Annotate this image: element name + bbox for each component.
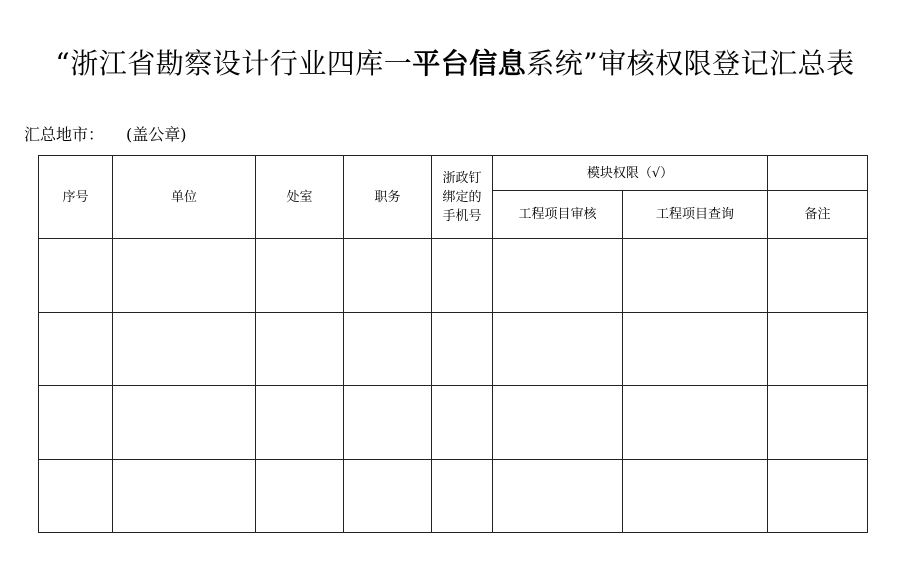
table-cell[interactable]	[768, 386, 868, 460]
registration-table	[38, 155, 868, 533]
table-row	[39, 460, 868, 533]
table-cell[interactable]	[432, 460, 493, 533]
header-position: 职务	[344, 156, 432, 239]
table-cell[interactable]	[39, 386, 113, 460]
header-phone-line-2: 绑定的	[442, 189, 482, 205]
table-cell[interactable]	[39, 460, 113, 533]
header-project-query: 工程项目查询	[623, 191, 768, 239]
region-label: 汇总地市：	[24, 125, 105, 144]
region-line	[24, 124, 187, 146]
table-cell[interactable]	[344, 313, 432, 386]
table-cell[interactable]	[113, 239, 256, 313]
table-cell[interactable]	[256, 239, 344, 313]
table-cell[interactable]	[768, 460, 868, 533]
header-unit: 单位	[113, 156, 256, 239]
table-cell[interactable]	[493, 460, 623, 533]
table-cell[interactable]	[113, 313, 256, 386]
table-cell[interactable]	[113, 386, 256, 460]
table-cell[interactable]	[493, 313, 623, 386]
table-row	[39, 239, 868, 313]
table-cell[interactable]	[432, 313, 493, 386]
title-part-2-bold: 平台信息	[412, 47, 527, 80]
table-row	[39, 386, 868, 460]
page-title	[0, 44, 910, 84]
table-row	[39, 313, 868, 386]
table-cell[interactable]	[432, 239, 493, 313]
table-cell[interactable]	[623, 386, 768, 460]
table-cell[interactable]	[432, 386, 493, 460]
header-serial: 序号	[39, 156, 113, 239]
seal-note: (盖公章)	[126, 125, 187, 144]
table-cell[interactable]	[623, 460, 768, 533]
table-cell[interactable]	[39, 239, 113, 313]
table-cell[interactable]	[113, 460, 256, 533]
table-cell[interactable]	[768, 313, 868, 386]
table-cell[interactable]	[256, 313, 344, 386]
header-permissions-group: 模块权限（√）	[493, 156, 768, 191]
table-cell[interactable]	[344, 460, 432, 533]
header-phone-line-3: 手机号	[442, 208, 482, 224]
table-cell[interactable]	[493, 239, 623, 313]
header-phone-line-1: 浙政钉	[442, 170, 482, 186]
header-remarks: 备注	[768, 191, 868, 239]
table-cell[interactable]	[256, 386, 344, 460]
table-cell[interactable]	[623, 239, 768, 313]
table-cell[interactable]	[344, 239, 432, 313]
header-project-review: 工程项目审核	[493, 191, 623, 239]
table-cell[interactable]	[39, 313, 113, 386]
table-cell[interactable]	[493, 386, 623, 460]
table-cell[interactable]	[344, 386, 432, 460]
header-row-1	[39, 156, 868, 191]
table-cell[interactable]	[768, 239, 868, 313]
header-phone	[432, 156, 493, 239]
title-part-3: 系统”审核权限登记汇总表	[526, 47, 855, 80]
header-office: 处室	[256, 156, 344, 239]
table-cell[interactable]	[623, 313, 768, 386]
header-blank-cell	[768, 156, 868, 191]
title-part-1: “浙江省勘察设计行业四库一	[55, 47, 413, 80]
table-cell[interactable]	[256, 460, 344, 533]
